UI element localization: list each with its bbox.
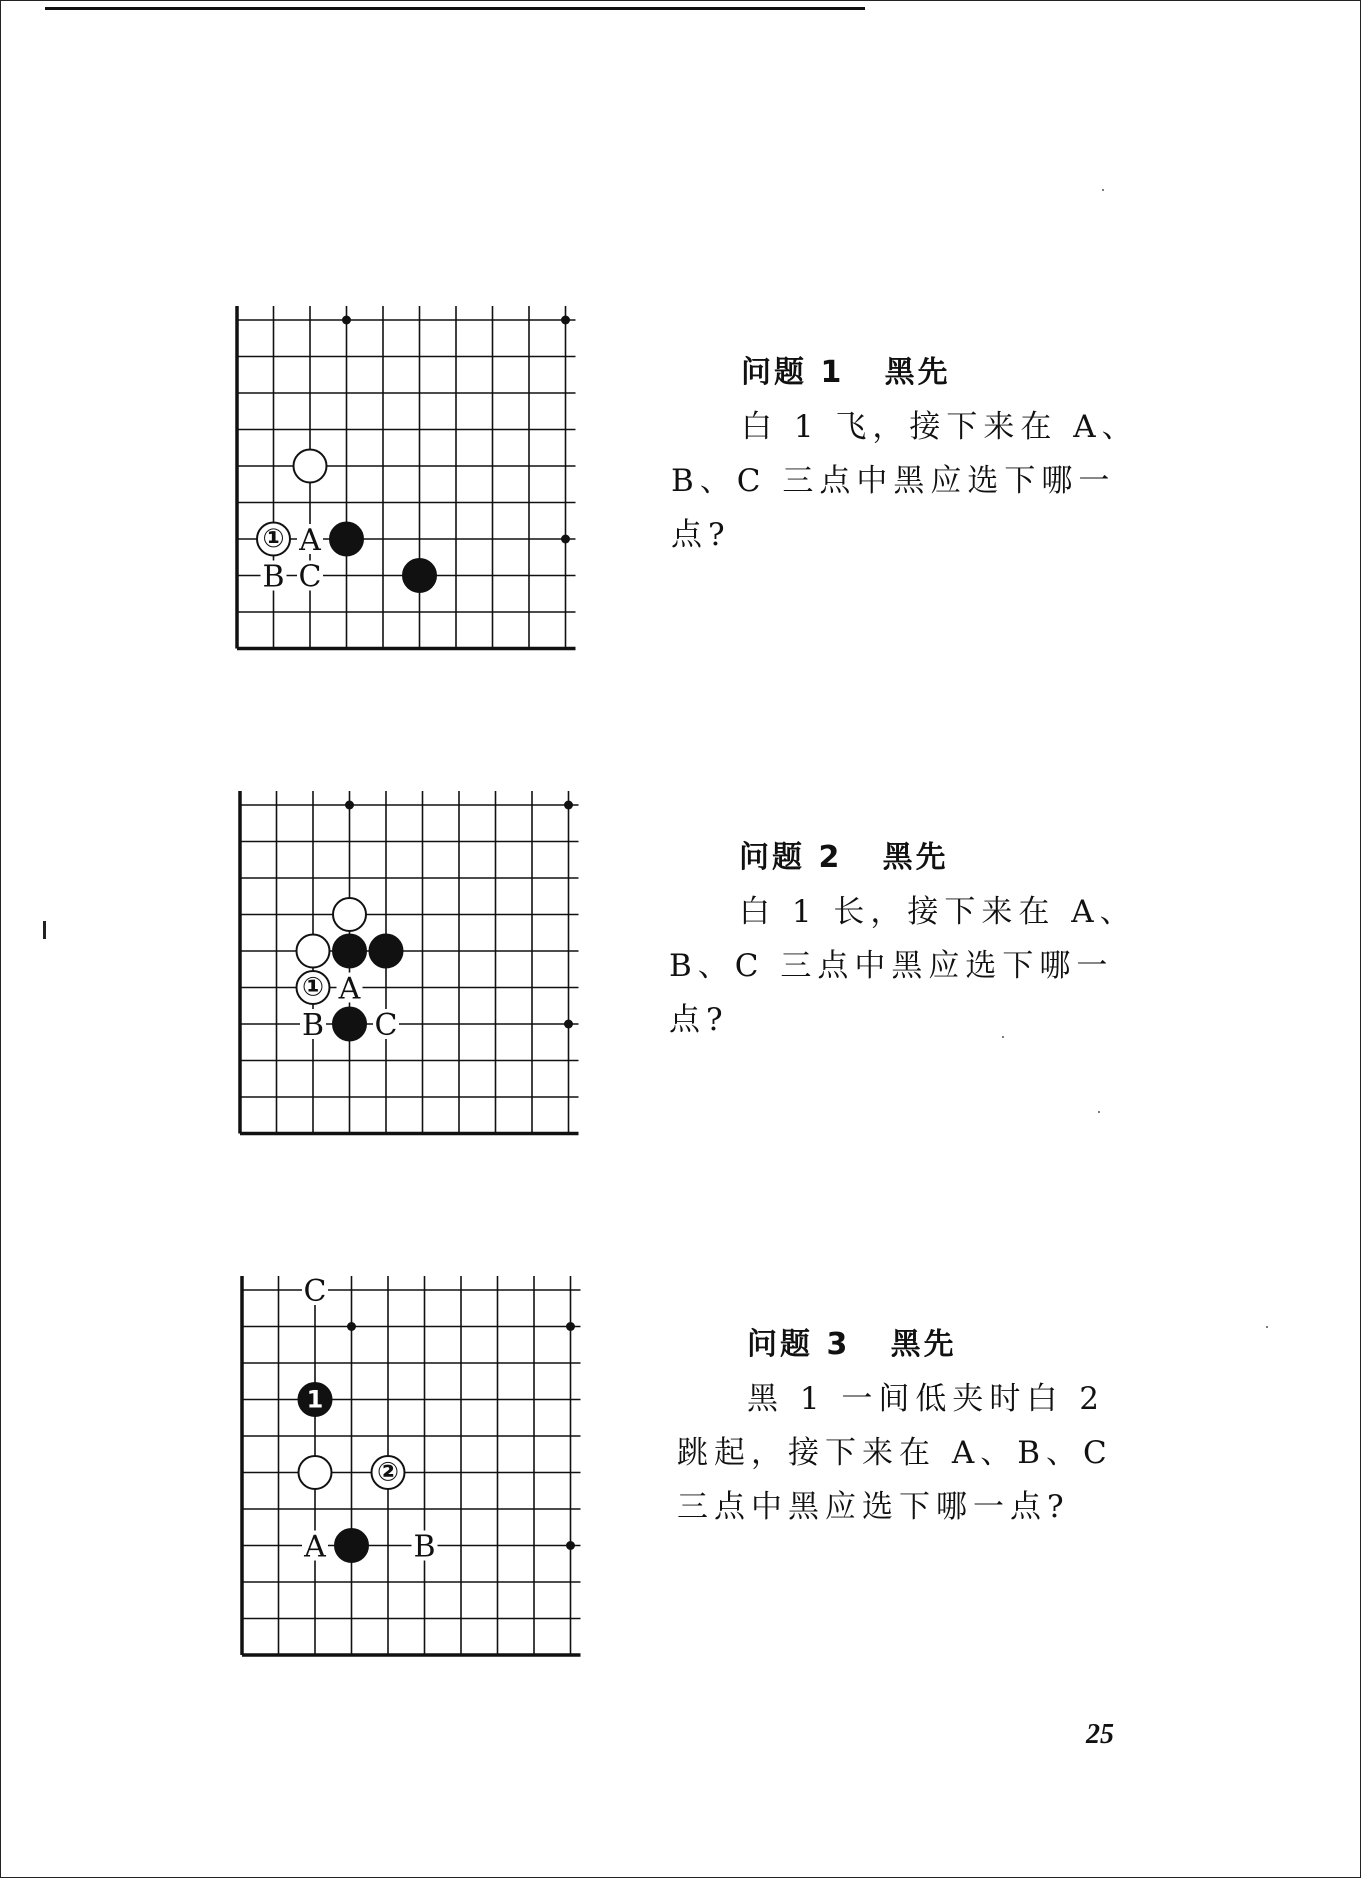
white-stone xyxy=(297,935,330,968)
black-stone xyxy=(335,1529,368,1562)
star-point xyxy=(564,801,573,810)
go-board-problem-2 xyxy=(236,791,596,1136)
point-label: C xyxy=(374,1008,398,1043)
point-label: B xyxy=(301,1008,325,1043)
star-point xyxy=(561,535,570,544)
star-point xyxy=(342,316,351,325)
white-stone xyxy=(333,898,366,931)
problem-3 xyxy=(677,1318,1147,1534)
star-point xyxy=(564,1020,573,1029)
point-label: B xyxy=(262,559,285,595)
speck xyxy=(1102,189,1104,191)
black-stone xyxy=(333,935,366,968)
star-point xyxy=(566,1322,575,1331)
margin-mark xyxy=(43,921,46,939)
star-point xyxy=(566,1541,575,1550)
black-stone xyxy=(403,559,436,592)
stone-move-number: 1 xyxy=(306,1385,324,1414)
point-label: A xyxy=(299,523,321,558)
go-board-problem-3 xyxy=(238,1276,598,1666)
white-stone xyxy=(294,450,327,483)
stone-move-number: ② xyxy=(376,1457,400,1488)
problem-description: 白 1 飞，接下来在 A、B、C 三点中黑应选下哪一点? xyxy=(671,409,1139,553)
problem-title: 问题 1 黑先 xyxy=(741,355,951,390)
stone-move-number: ① xyxy=(262,524,285,554)
black-stone xyxy=(333,1008,366,1041)
stone-move-number: ① xyxy=(301,972,325,1003)
black-stone xyxy=(370,935,403,968)
problem-1 xyxy=(671,346,1141,562)
go-board-problem-1 xyxy=(233,306,593,651)
star-point xyxy=(561,316,570,325)
speck xyxy=(1098,1111,1100,1113)
problem-title: 问题 3 黑先 xyxy=(747,1327,957,1362)
go-board-svg xyxy=(236,791,596,1136)
speck xyxy=(1266,1326,1268,1328)
go-board-svg xyxy=(233,306,593,651)
problem-description: 黑 1 一间低夹时白 2 跳起，接下来在 A、B、C 三点中黑应选下哪一点? xyxy=(677,1381,1113,1525)
problem-2 xyxy=(669,831,1139,1047)
go-board-svg xyxy=(238,1276,598,1666)
point-label: C xyxy=(298,559,322,595)
star-point xyxy=(347,1322,356,1331)
star-point xyxy=(345,801,354,810)
point-label: A xyxy=(338,971,361,1007)
white-stone xyxy=(299,1456,332,1489)
top-rule xyxy=(45,7,865,10)
problem-description: 白 1 长，接下来在 A、B、C 三点中黑应选下哪一点? xyxy=(669,894,1137,1038)
point-label: A xyxy=(304,1529,326,1565)
point-label: C xyxy=(303,1274,327,1309)
page-number: 25 xyxy=(1086,1719,1114,1750)
point-label: B xyxy=(413,1529,436,1565)
problem-title: 问题 2 黑先 xyxy=(739,840,949,875)
black-stone xyxy=(330,523,363,556)
